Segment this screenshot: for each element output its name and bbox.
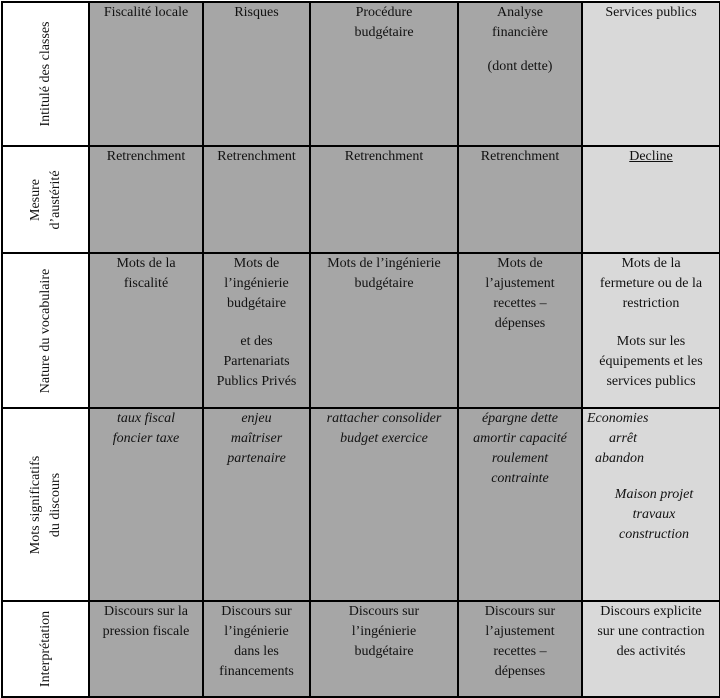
austerite-value: Retrenchment bbox=[217, 149, 296, 164]
interp-cell-3 bbox=[310, 601, 458, 697]
vocab-line: dépenses bbox=[494, 316, 546, 331]
mots-line: roulement bbox=[491, 451, 549, 466]
vocab-cell-2 bbox=[203, 253, 310, 408]
austerite-value: Retrenchment bbox=[480, 149, 560, 164]
row-header-vocabulaire bbox=[2, 253, 89, 408]
row-label-line: Mesure bbox=[27, 178, 43, 221]
class-cell-procedure bbox=[310, 2, 458, 146]
vocab-line: Mots de l’ingénierie bbox=[327, 256, 441, 271]
class-title-line: financière bbox=[492, 25, 548, 40]
interp-line: dans les bbox=[234, 644, 279, 659]
interp-line: Discours sur la bbox=[104, 604, 188, 619]
mots-cell-4 bbox=[458, 408, 582, 601]
vocab-line: l’ingénierie bbox=[224, 276, 289, 291]
row-classes bbox=[2, 2, 720, 146]
vocab-line: recettes – bbox=[493, 296, 547, 311]
vocab-cell-1 bbox=[89, 253, 203, 408]
interp-line: des activités bbox=[616, 644, 686, 659]
mots-line: partenaire bbox=[227, 451, 286, 466]
vocab-line: Mots de la bbox=[116, 256, 176, 271]
vocab-line: Partenariats bbox=[223, 354, 290, 369]
vocab-line: restriction bbox=[622, 296, 680, 311]
mots-line: amortir capacité bbox=[473, 431, 567, 446]
vocab-cell-3 bbox=[310, 253, 458, 408]
mots-line: abandon bbox=[595, 451, 644, 466]
vocab-line: fiscalité bbox=[123, 276, 169, 291]
interp-line: Discours sur bbox=[221, 604, 292, 619]
vocab-line: budgétaire bbox=[226, 296, 287, 311]
vocab-cell-5 bbox=[582, 253, 720, 408]
interp-line: Discours sur bbox=[348, 604, 420, 619]
interp-cell-2 bbox=[203, 601, 310, 697]
vocab-line: budgétaire bbox=[354, 276, 414, 291]
class-title-line: budgétaire bbox=[354, 25, 414, 40]
class-cell-services bbox=[582, 2, 720, 146]
mots-line: enjeu bbox=[241, 411, 272, 426]
row-label-line: du discours bbox=[47, 472, 63, 537]
row-label-line: Mots significatifs bbox=[27, 455, 43, 554]
vocab-line: Mots sur les bbox=[616, 334, 686, 349]
class-cell-fiscalite bbox=[89, 2, 203, 146]
interp-line: l’ajustement bbox=[485, 624, 555, 639]
row-header-interpretation bbox=[2, 601, 89, 697]
austerite-value: Retrenchment bbox=[344, 149, 424, 164]
row-interpretation bbox=[2, 601, 720, 697]
austerite-cell-2 bbox=[203, 146, 310, 253]
row-header-classes bbox=[2, 2, 89, 146]
row-label-vocabulaire: Nature du vocabulaire bbox=[37, 268, 53, 393]
vocab-line: Publics Privés bbox=[216, 374, 297, 389]
vocab-line: Mots de bbox=[233, 256, 280, 271]
mots-line: Economies bbox=[587, 411, 649, 426]
vocab-line: fermeture ou de la bbox=[599, 276, 703, 291]
austerite-cell-1 bbox=[89, 146, 203, 253]
interp-line: Discours sur bbox=[484, 604, 556, 619]
interp-line: l’ingénierie bbox=[351, 624, 417, 639]
interp-line: financements bbox=[219, 664, 294, 679]
interp-line: recettes – bbox=[493, 644, 547, 659]
austerite-cell-4 bbox=[458, 146, 582, 253]
interp-line: pression fiscale bbox=[102, 624, 190, 639]
class-title-note: (dont dette) bbox=[487, 59, 553, 74]
austerite-value-underlined: Decline bbox=[629, 149, 673, 164]
mots-cell-1 bbox=[89, 408, 203, 601]
class-title-line: Analyse bbox=[497, 5, 543, 20]
vocab-line: Mots de bbox=[497, 256, 543, 271]
mots-line: foncier taxe bbox=[112, 431, 180, 446]
vocab-line: services publics bbox=[606, 374, 696, 389]
interp-line: dépenses bbox=[494, 664, 546, 679]
interp-line: l’ingénierie bbox=[224, 624, 289, 639]
vocab-cell-4 bbox=[458, 253, 582, 408]
austerite-value: Retrenchment bbox=[106, 149, 186, 164]
row-mots bbox=[2, 408, 720, 601]
classification-table bbox=[1, 1, 720, 698]
class-cell-risques bbox=[203, 2, 310, 146]
class-title-line: Services publics bbox=[605, 5, 697, 20]
mots-line: construction bbox=[619, 527, 689, 542]
mots-line: contrainte bbox=[491, 471, 549, 486]
row-label-line: d’austérité bbox=[47, 169, 63, 230]
mots-cell-5 bbox=[582, 408, 720, 601]
mots-cell-3 bbox=[310, 408, 458, 601]
row-header-austerite bbox=[2, 146, 89, 253]
mots-line: budget exercice bbox=[340, 431, 428, 446]
class-title-line: Procédure bbox=[355, 5, 413, 20]
vocab-line: l’ajustement bbox=[485, 276, 555, 291]
interp-line: Discours explicite bbox=[600, 604, 702, 619]
vocab-line: Mots de la bbox=[621, 256, 681, 271]
mots-line: travaux bbox=[632, 507, 676, 522]
row-label-interpretation: Interprétation bbox=[37, 610, 53, 688]
class-title-line: Risques bbox=[234, 5, 279, 20]
row-vocabulaire bbox=[2, 253, 720, 408]
row-label-mots bbox=[26, 455, 66, 553]
mots-line: Maison projet bbox=[614, 487, 694, 502]
class-title-line: Fiscalité locale bbox=[103, 5, 189, 20]
mots-line: taux fiscal bbox=[117, 411, 175, 426]
mots-cell-2 bbox=[203, 408, 310, 601]
vocab-line: et des bbox=[240, 334, 273, 349]
interp-cell-4 bbox=[458, 601, 582, 697]
interp-cell-1 bbox=[89, 601, 203, 697]
mots-line: arrêt bbox=[609, 431, 637, 446]
vocab-line: équipements et les bbox=[599, 354, 703, 369]
mots-line: épargne dette bbox=[481, 411, 559, 426]
austerite-cell-3 bbox=[310, 146, 458, 253]
mots-line: rattacher consolider bbox=[326, 411, 442, 426]
interp-line: budgétaire bbox=[354, 644, 414, 659]
austerite-cell-5 bbox=[582, 146, 720, 253]
row-austerite bbox=[2, 146, 720, 253]
interp-line: sur une contraction bbox=[597, 624, 705, 639]
row-header-mots bbox=[2, 408, 89, 601]
mots-line: maîtriser bbox=[230, 431, 283, 446]
interp-cell-5 bbox=[582, 601, 720, 697]
class-cell-analyse bbox=[458, 2, 582, 146]
row-label-classes: Intitulé des classes bbox=[37, 21, 53, 127]
row-label-austerite bbox=[26, 170, 66, 229]
